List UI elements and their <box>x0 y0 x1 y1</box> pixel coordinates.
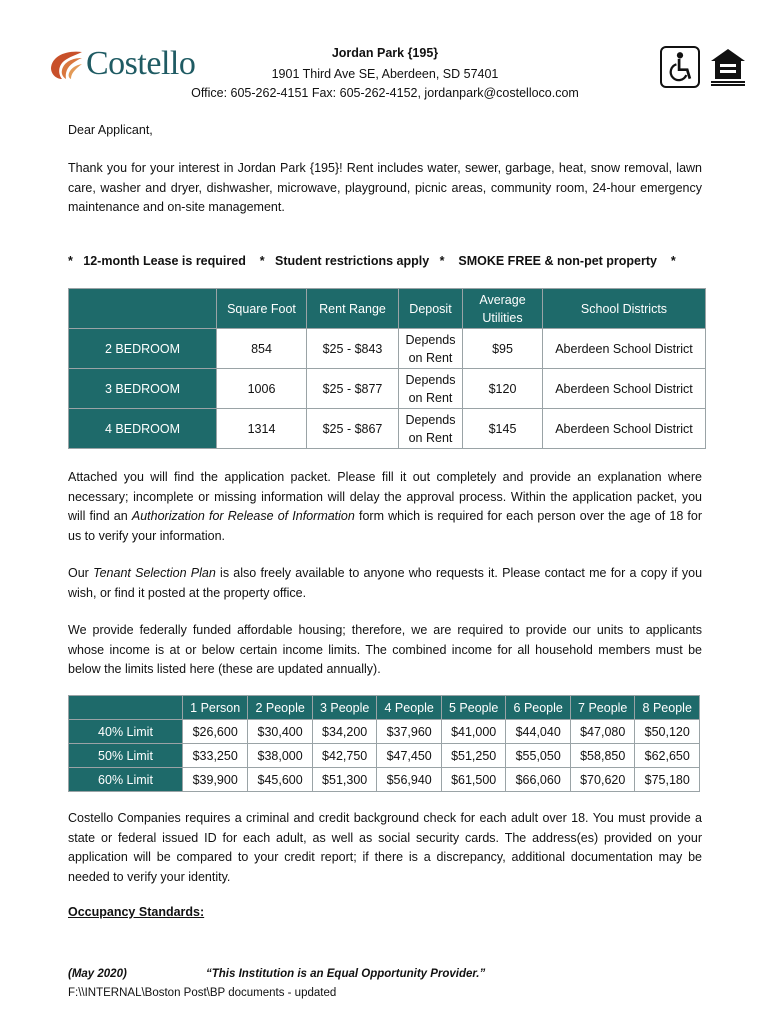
unit-type: 2 BEDROOM <box>69 329 217 369</box>
table-row <box>69 744 700 768</box>
income-limits-paragraph: We provide federally funded affordable housing; therefore, we are required to provide our units to applicants whose income is at or below certain income limits. The combined income for all household members must be below the limits listed here (these are updated annually). <box>68 623 702 676</box>
selection-plan-paragraph <box>68 564 702 603</box>
limit-value: $33,250 <box>183 744 248 768</box>
limits-header-blank <box>69 696 183 720</box>
limit-value: $56,940 <box>377 768 442 792</box>
limits-header-row <box>69 696 700 720</box>
lease-requirements: * 12-month Lease is required * Student restrictions apply * SMOKE FREE & non-pet property * <box>68 254 676 268</box>
unit-utilities: $120 <box>463 369 543 409</box>
limit-value: $39,900 <box>183 768 248 792</box>
limit-value: $44,040 <box>506 720 571 744</box>
equal-housing-opportunity-icon <box>708 46 748 88</box>
table-row <box>69 329 706 369</box>
unit-school: Aberdeen School District <box>543 369 706 409</box>
limits-header-cell: 4 People <box>377 696 442 720</box>
units-header-cell: Rent Range <box>307 289 399 329</box>
limit-value: $38,000 <box>248 744 313 768</box>
limit-value: $47,450 <box>377 744 442 768</box>
limit-value: $26,600 <box>183 720 248 744</box>
limit-value: $34,200 <box>312 720 377 744</box>
unit-sqft: 1314 <box>217 409 307 449</box>
unit-deposit: Depends on Rent <box>399 329 463 369</box>
unit-sqft: 854 <box>217 329 307 369</box>
limits-header-cell: 8 People <box>635 696 700 720</box>
footer-date: (May 2020) <box>68 968 127 980</box>
packet-text-end: form which is required for each person over the age of 18 for us to verify your information. <box>68 509 703 543</box>
table-row <box>69 409 706 449</box>
unit-school: Aberdeen School District <box>543 329 706 369</box>
limits-header-cell: 5 People <box>441 696 506 720</box>
limit-value: $61,500 <box>441 768 506 792</box>
table-row <box>69 369 706 409</box>
unit-rent: $25 - $877 <box>307 369 399 409</box>
company-logo-text: Costello <box>86 45 196 82</box>
greeting: Dear Applicant, <box>68 123 153 137</box>
occupancy-standards-heading: Occupancy Standards: <box>68 905 205 919</box>
packet-text: Attached you will find the application packet. Please fill it out completely and provide an explanation where necessary; incomplete or missing information will delay the approval process. Within the application packet, you will find an <box>68 470 702 523</box>
limits-header-cell: 7 People <box>570 696 635 720</box>
plan-text-end: is also freely available to anyone who requests it. Please contact me for a copy if you wish, or find it posted at the property office. <box>68 566 703 600</box>
limit-value: $75,180 <box>635 768 700 792</box>
unit-type: 3 BEDROOM <box>69 369 217 409</box>
limit-value: $42,750 <box>312 744 377 768</box>
unit-sqft: 1006 <box>217 369 307 409</box>
unit-rent: $25 - $867 <box>307 409 399 449</box>
table-row <box>69 768 700 792</box>
limit-value: $58,850 <box>570 744 635 768</box>
limit-value: $62,650 <box>635 744 700 768</box>
unit-utilities: $145 <box>463 409 543 449</box>
limits-header-cell: 1 Person <box>183 696 248 720</box>
limit-value: $51,250 <box>441 744 506 768</box>
intro-paragraph: Thank you for your interest in Jordan Park {195}! Rent includes water, sewer, garbage, heat, snow removal, lawn care, washer and dryer, dishwasher, microwave, playground, picnic areas, community room, 24-hour emergency maintenance and on-site management. <box>68 161 702 214</box>
property-title: Jordan Park {195} <box>331 46 439 60</box>
units-header-cell: School Districts <box>543 289 706 329</box>
units-header-blank <box>69 289 217 329</box>
footer-quote: “This Institution is an Equal Opportunity Provider.” <box>206 968 486 980</box>
units-table <box>68 288 706 449</box>
limit-value: $50,120 <box>635 720 700 744</box>
sunburst-logo-icon <box>48 46 84 82</box>
unit-deposit: Depends on Rent <box>399 369 463 409</box>
limits-header-cell: 6 People <box>506 696 571 720</box>
property-address: 1901 Third Ave SE, Aberdeen, SD 57401 <box>271 67 499 81</box>
units-header-cell: Deposit <box>399 289 463 329</box>
property-contact: Office: 605-262-4151 Fax: 605-262-4152, jordanpark@costelloco.com <box>191 86 579 100</box>
limit-value: $47,080 <box>570 720 635 744</box>
footer-file-path: F:\\INTERNAL\Boston Post\BP documents - updated <box>68 987 337 999</box>
limit-value: $41,000 <box>441 720 506 744</box>
unit-type: 4 BEDROOM <box>69 409 217 449</box>
units-header-cell: Average Utilities <box>463 289 543 329</box>
plan-text: Our <box>68 566 94 580</box>
units-header-row <box>69 289 706 329</box>
limit-value: $37,960 <box>377 720 442 744</box>
compliance-badges <box>660 46 752 90</box>
unit-deposit: Depends on Rent <box>399 409 463 449</box>
unit-school: Aberdeen School District <box>543 409 706 449</box>
tenant-selection-plan-name: Tenant Selection Plan <box>93 566 216 580</box>
limit-value: $45,600 <box>248 768 313 792</box>
units-header-cell: Square Foot <box>217 289 307 329</box>
limit-value: $66,060 <box>506 768 571 792</box>
limit-value: $55,050 <box>506 744 571 768</box>
limit-value: $51,300 <box>312 768 377 792</box>
limit-label: 50% Limit <box>69 744 183 768</box>
limit-value: $70,620 <box>570 768 635 792</box>
footer-line <box>68 968 486 980</box>
wheelchair-accessible-icon <box>660 46 700 88</box>
unit-utilities: $95 <box>463 329 543 369</box>
limit-label: 40% Limit <box>69 720 183 744</box>
application-packet-paragraph <box>68 468 702 546</box>
limit-value: $30,400 <box>248 720 313 744</box>
limits-header-cell: 2 People <box>248 696 313 720</box>
income-limits-table <box>68 695 700 792</box>
authorization-form-name: Authorization for Release of Information <box>131 509 355 523</box>
background-check-paragraph: Costello Companies requires a criminal and credit background check for each adult over 18. You must provide a state or federal issued ID for each adult, as well as social security cards. The address(es) provided on your application will be compared to your credit report; if there is a discrepancy, additional documentation may be needed to verify your identity. <box>68 811 702 884</box>
unit-rent: $25 - $843 <box>307 329 399 369</box>
limits-header-cell: 3 People <box>312 696 377 720</box>
limit-label: 60% Limit <box>69 768 183 792</box>
table-row <box>69 720 700 744</box>
